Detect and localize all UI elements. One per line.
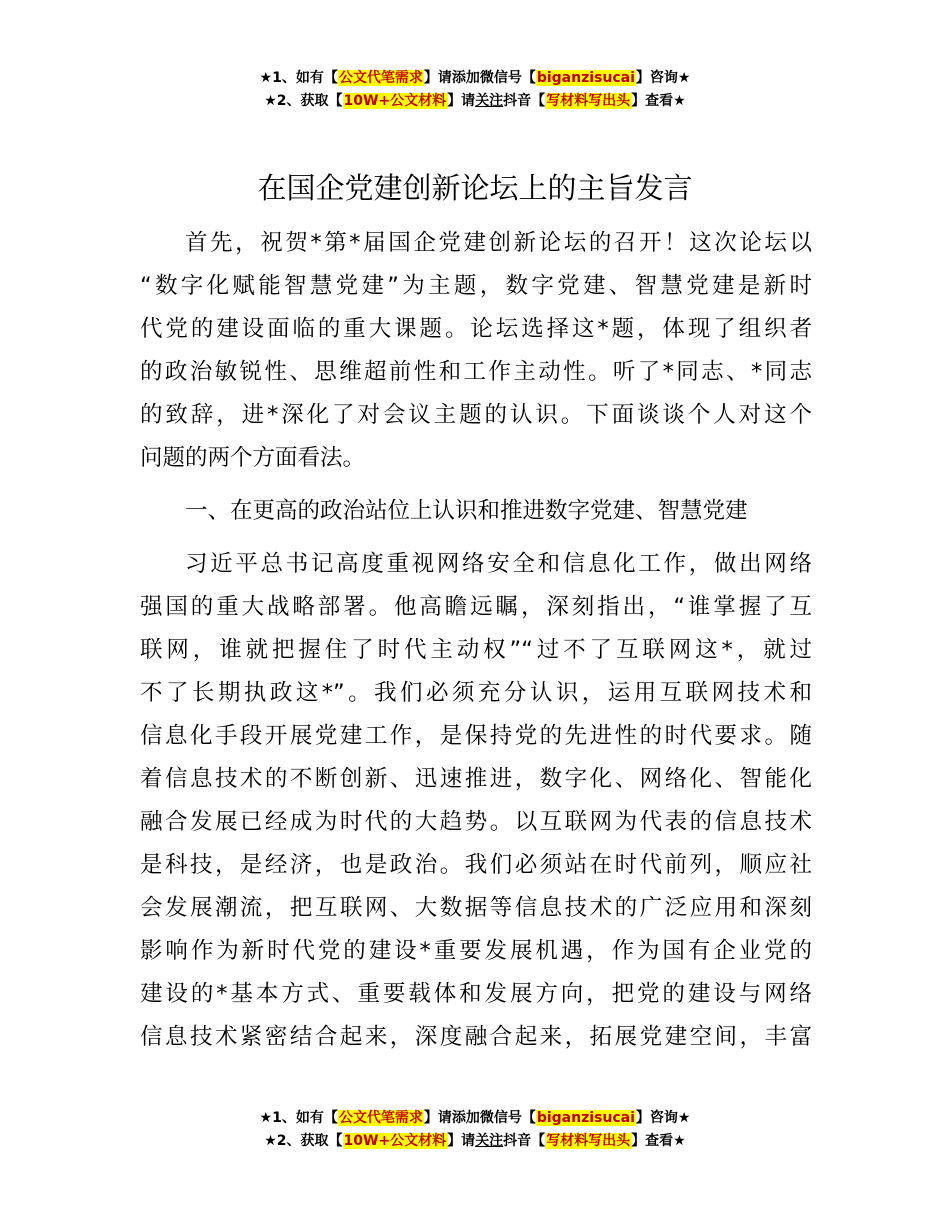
highlight-materials: 10W+公文材料 bbox=[343, 1133, 447, 1149]
text-line: 的政治敏锐性、思维超前性和工作主动性。听了*同志、*同志 bbox=[140, 359, 812, 385]
notice-text: ★2、获取【 bbox=[264, 93, 343, 109]
text-line: 建设的*基本方式、重要载体和发展方向，把党的建设与网络 bbox=[140, 981, 812, 1007]
text-line: 是科技，是经济，也是政治。我们必须站在时代前列，顺应社 bbox=[140, 852, 812, 878]
notice-text: 】请 bbox=[447, 1133, 476, 1149]
text-line: 联网，谁就把握住了时代主动权”“过不了互联网这*，就过 bbox=[140, 637, 812, 663]
notice-line-1 bbox=[0, 67, 950, 90]
notice-text: 抖音【 bbox=[503, 93, 546, 109]
text-line: 融合发展已经成为时代的大趋势。以互联网为代表的信息技术 bbox=[140, 809, 812, 835]
highlight-materials: 10W+公文材料 bbox=[343, 93, 447, 109]
highlight-ghostwriting: 公文代笔需求 bbox=[338, 1110, 423, 1126]
notice-line-2 bbox=[0, 90, 950, 113]
highlight-douyin-account: 写材料写出头 bbox=[546, 1133, 631, 1149]
notice-text: 】请添加微信号【 bbox=[423, 1110, 536, 1126]
notice-text: 】查看★ bbox=[631, 1133, 686, 1149]
notice-text: 】请添加微信号【 bbox=[423, 70, 536, 86]
notice-follow-text: 关注 bbox=[475, 1133, 504, 1149]
text-line: 习近平总书记高度重视网络安全和信息化工作，做出网络 bbox=[185, 551, 812, 577]
notice-line-2 bbox=[0, 1130, 950, 1153]
notice-text: ★1、如有【 bbox=[259, 1110, 338, 1126]
text-line: 信息化手段开展党建工作，是保持党的先进性的时代要求。随 bbox=[140, 723, 812, 749]
text-line: 着信息技术的不断创新、迅速推进，数字化、网络化、智能化 bbox=[140, 766, 812, 792]
heading-line: 一、在更高的政治站位上认识和推进数字党建、智慧党建 bbox=[185, 498, 748, 524]
document-title: 在国企党建创新论坛上的主旨发言 bbox=[257, 171, 693, 205]
paragraph-body-1 bbox=[140, 543, 812, 1059]
paragraph-intro bbox=[140, 222, 812, 480]
notice-text: 】咨询★ bbox=[635, 70, 691, 86]
document-body bbox=[140, 222, 812, 1059]
notice-text: ★2、获取【 bbox=[264, 1133, 343, 1149]
notice-text: ★1、如有【 bbox=[259, 70, 338, 86]
notice-follow-text: 关注 bbox=[475, 93, 504, 109]
text-line: 强国的重大战略部署。他高瞻远瞩，深刻指出，“谁掌握了互 bbox=[140, 594, 812, 620]
text-line: 不了长期执政这*”。我们必须充分认识，运用互联网技术和 bbox=[140, 680, 812, 706]
text-line: 影响作为新时代党的建设*重要发展机遇，作为国有企业党的 bbox=[140, 938, 812, 964]
text-line: 首先，祝贺*第*届国企党建创新论坛的召开！这次论坛以 bbox=[185, 230, 812, 256]
section-heading-1 bbox=[140, 490, 812, 533]
text-line: 代党的建设面临的重大课题。论坛选择这*题，体现了组织者 bbox=[140, 316, 812, 342]
notice-text: 】请 bbox=[447, 93, 476, 109]
header-notice-banner bbox=[0, 67, 950, 113]
highlight-wechat-id: biganzisucai bbox=[536, 1110, 635, 1126]
highlight-ghostwriting: 公文代笔需求 bbox=[338, 70, 423, 86]
footer-notice-banner bbox=[0, 1107, 950, 1153]
text-line: “数字化赋能智慧党建”为主题，数字党建、智慧党建是新时 bbox=[140, 273, 812, 299]
notice-text: 】查看★ bbox=[631, 93, 686, 109]
text-line: 问题的两个方面看法。 bbox=[140, 445, 366, 471]
highlight-douyin-account: 写材料写出头 bbox=[546, 93, 631, 109]
notice-text: 】咨询★ bbox=[635, 1110, 691, 1126]
notice-text: 抖音【 bbox=[503, 1133, 546, 1149]
notice-line-1 bbox=[0, 1107, 950, 1130]
text-line: 会发展潮流，把互联网、大数据等信息技术的广泛应用和深刻 bbox=[140, 895, 812, 921]
highlight-wechat-id: biganzisucai bbox=[536, 70, 635, 86]
text-line: 的致辞，进*深化了对会议主题的认识。下面谈谈个人对这个 bbox=[140, 402, 812, 428]
text-line: 信息技术紧密结合起来，深度融合起来，拓展党建空间，丰富 bbox=[140, 1024, 812, 1050]
